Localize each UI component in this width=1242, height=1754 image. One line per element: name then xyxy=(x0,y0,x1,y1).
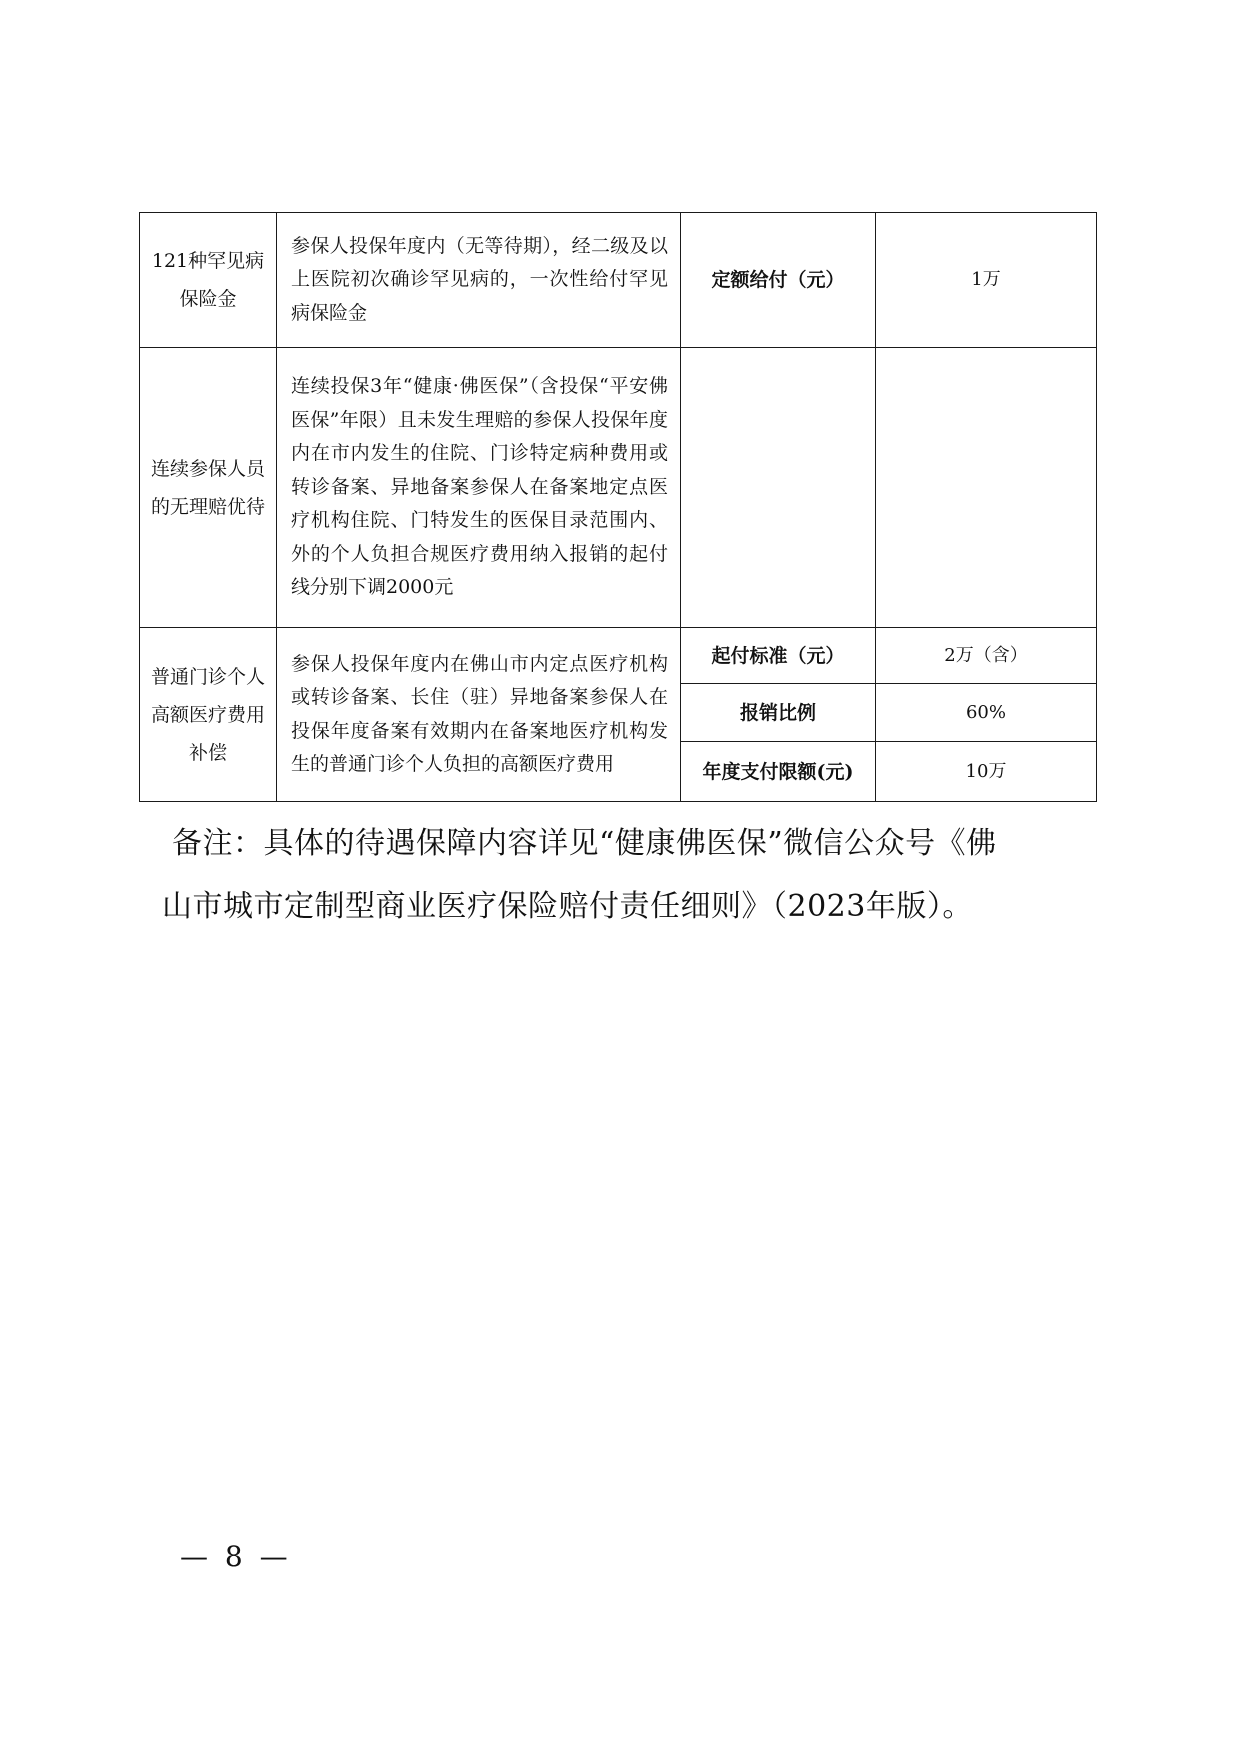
benefit-description-cell xyxy=(277,628,681,802)
note-paragraph xyxy=(162,812,1090,938)
item-value-cell xyxy=(876,742,1097,802)
benefit-description-cell xyxy=(277,213,681,348)
item-label: 报销比例 xyxy=(739,701,816,724)
item-label-cell xyxy=(681,742,876,802)
item-label: 起付标准（元） xyxy=(711,644,845,667)
item-value: 2万（含） xyxy=(944,644,1028,666)
item-value-cell xyxy=(876,628,1097,684)
item-value: 10万 xyxy=(965,760,1007,782)
benefit-description: 连续投保3年“健康·佛医保”（含投保“平安佛医保”年限）且未发生理赔的参保人投保年度内在市内发生的住院、门诊特定病种费用或转诊备案、异地备案参保人在备案地定点医疗机构住院、门特发生的医保目录范围内、外的个人负担合规医疗费用纳入报销的起付线分别下调2000元 xyxy=(291,375,668,599)
benefits-table xyxy=(139,212,1097,802)
page-number: — 8 — xyxy=(180,1540,292,1573)
note-line-2: 山市城市定制型商业医疗保险赔付责任细则》（2023年版）。 xyxy=(162,889,973,924)
item-label-cell xyxy=(681,684,876,742)
item-value: 1万 xyxy=(971,269,1001,290)
empty-cell xyxy=(876,348,1097,628)
benefit-name-cell xyxy=(140,213,277,348)
item-label: 年度支付限额(元) xyxy=(702,760,854,783)
benefit-description: 参保人投保年度内（无等待期），经二级及以上医院初次确诊罕见病的，一次性给付罕见病保险金 xyxy=(291,234,668,324)
table-row xyxy=(140,348,1097,628)
benefit-name: 121种罕见病保险金 xyxy=(151,250,265,310)
benefit-name-cell xyxy=(140,628,277,802)
benefit-description-cell xyxy=(277,348,681,628)
table-row xyxy=(140,213,1097,348)
item-label-cell xyxy=(681,628,876,684)
empty-cell xyxy=(681,348,876,628)
item-label-cell xyxy=(681,213,876,348)
benefit-name: 连续参保人员的无理赔优待 xyxy=(150,457,265,518)
benefit-description: 参保人投保年度内在佛山市内定点医疗机构或转诊备案、长住（驻）异地备案参保人在投保年度备案有效期内在备案地医疗机构发生的普通门诊个人负担的高额医疗费用 xyxy=(291,652,668,775)
item-value-cell xyxy=(876,684,1097,742)
benefit-name: 普通门诊个人高额医疗费用补偿 xyxy=(150,665,265,764)
item-value: 60% xyxy=(965,701,1006,723)
item-value-cell xyxy=(876,213,1097,348)
benefit-name-cell xyxy=(140,348,277,628)
table-row xyxy=(140,628,1097,684)
item-label: 定额给付（元） xyxy=(711,269,845,291)
note-line-1: 备注：具体的待遇保障内容详见“健康佛医保”微信公众号《佛 xyxy=(172,826,997,861)
